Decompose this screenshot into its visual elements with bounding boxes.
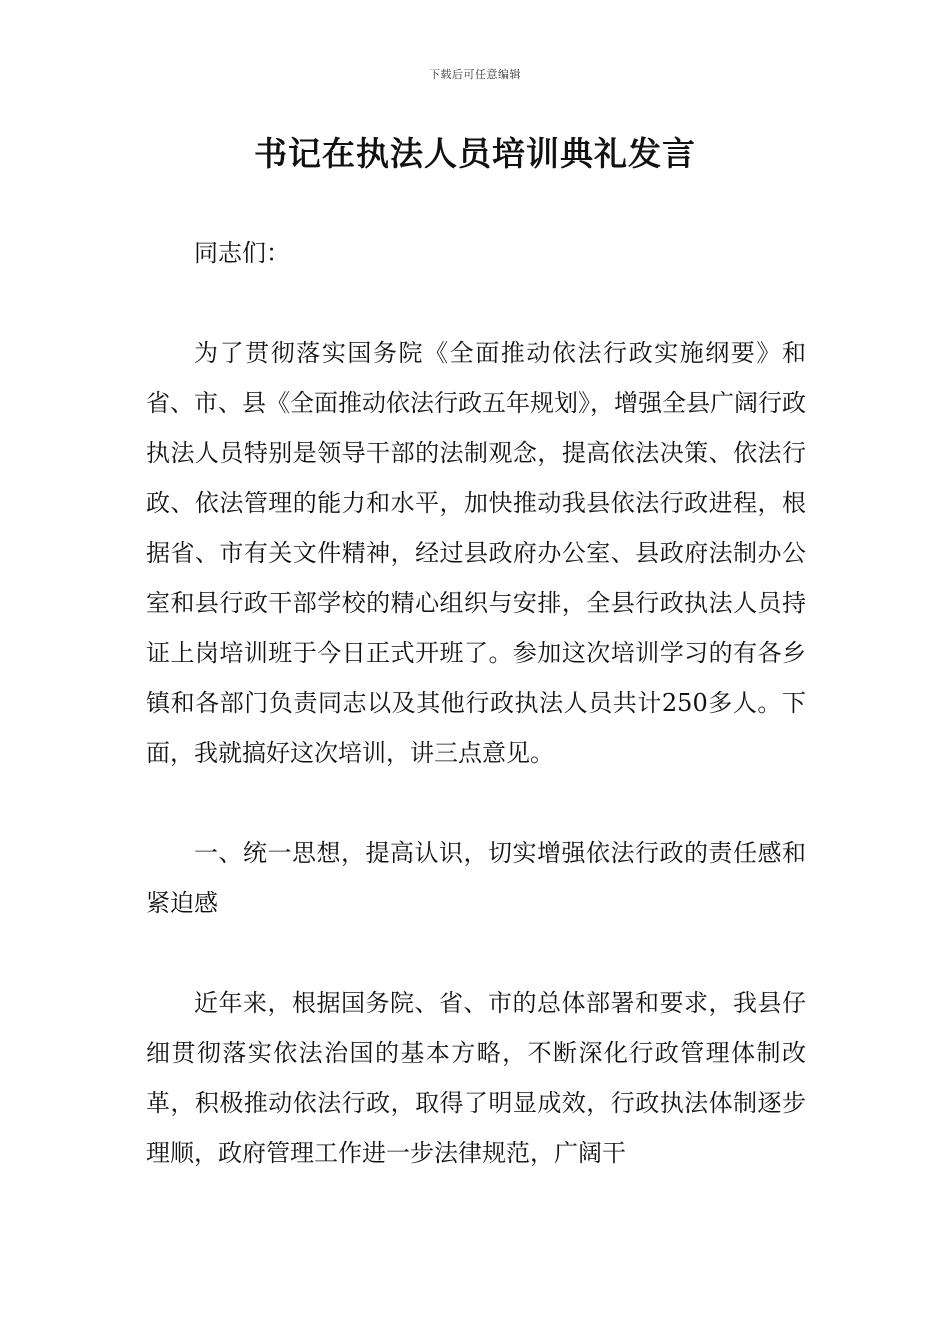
- document-body: [146, 228, 806, 1178]
- paragraph-spacer: [146, 928, 806, 978]
- section-heading-1: 一、统一思想，提高认识，切实增强依法行政的责任感和紧迫感: [146, 839, 806, 917]
- document-title: 书记在执法人员培训典礼发言: [254, 134, 696, 173]
- paragraph-section-1: 近年来，根据国务院、省、市的总体部署和要求，我县仔细贯彻落实依法治国的基本方略，不断深化行政管理体制改革，积极推动依法行政，取得了明显成效，行政执法体制逐步理顺，政府管理工作进一步法律规范，广阔干: [146, 989, 806, 1167]
- paragraph-spacer: [146, 278, 806, 328]
- paragraph-intro: 为了贯彻落实国务院《全面推动依法行政实施纲要》和省、市、县《全面推动依法行政五年规划》，增强全县广阔行政执法人员特别是领导干部的法制观念，提高依法决策、依法行政、依法管理的能力和水平，加快推动我县依法行政进程，根据省、市有关文件精神，经过县政府办公室、县政府法制办公室和县行政干部学校的精心组织与安排，全县行政执法人员持证上岗培训班于今日正式开班了。参加这次培训学习的有各乡镇和各部门负责同志以及其他行政执法人员共计250多人。下面，我就搞好这次培训，讲三点意见。: [146, 339, 806, 767]
- header-note: 下载后可任意编辑: [429, 68, 521, 81]
- salutation: 同志们：: [194, 239, 290, 267]
- paragraph-spacer: [146, 778, 806, 828]
